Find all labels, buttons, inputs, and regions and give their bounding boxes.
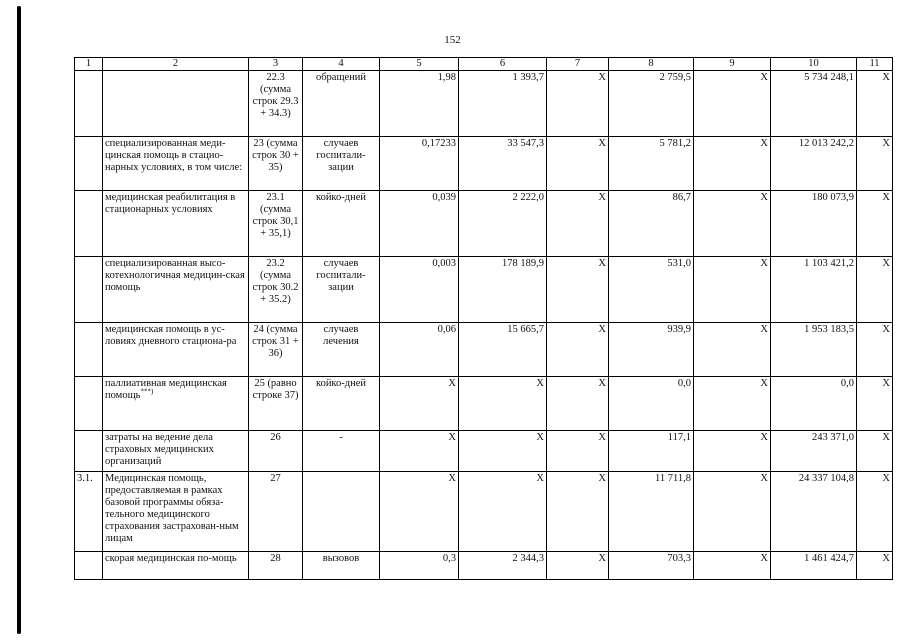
row-line-number: 27	[249, 472, 303, 552]
row-line-number: 22.3 (сумма строк 29.3 + 34.3)	[249, 71, 303, 137]
indicator-name-text: паллиативная медицинская помощь	[105, 378, 227, 401]
row-value-7: X	[547, 472, 609, 552]
row-value-7: X	[547, 71, 609, 137]
row-value-7: X	[547, 191, 609, 257]
column-header: 2	[103, 58, 249, 71]
row-value-11: X	[857, 137, 893, 191]
row-value-7: X	[547, 323, 609, 377]
table-row	[75, 377, 893, 431]
row-indicator-name: скорая медицинская по-мощь	[103, 552, 249, 580]
row-value-6: 178 189,9	[459, 257, 547, 323]
row-value-6: 2 344,3	[459, 552, 547, 580]
row-value-8: 5 781,2	[609, 137, 694, 191]
row-value-8: 86,7	[609, 191, 694, 257]
row-value-10: 0,0	[771, 377, 857, 431]
footnote-marker: ***)	[140, 387, 154, 396]
row-value-6: 33 547,3	[459, 137, 547, 191]
row-unit: случаев лечения	[303, 323, 380, 377]
row-unit: койко-дней	[303, 191, 380, 257]
row-line-number: 23.2 (сумма строк 30.2 + 35.2)	[249, 257, 303, 323]
row-value-9: X	[694, 431, 771, 472]
row-value-8: 703,3	[609, 552, 694, 580]
row-value-5: 1,98	[380, 71, 459, 137]
row-unit: обращений	[303, 71, 380, 137]
data-table	[74, 57, 893, 580]
table-row	[75, 71, 893, 137]
column-header: 11	[857, 58, 893, 71]
row-value-6: 15 665,7	[459, 323, 547, 377]
row-value-10: 1 103 421,2	[771, 257, 857, 323]
row-line-number: 23 (сумма строк 30 + 35)	[249, 137, 303, 191]
row-value-5: X	[380, 377, 459, 431]
column-header: 6	[459, 58, 547, 71]
row-section-number	[75, 137, 103, 191]
row-section-number	[75, 323, 103, 377]
row-value-10: 5 734 248,1	[771, 71, 857, 137]
row-value-10: 1 953 183,5	[771, 323, 857, 377]
row-line-number: 23.1 (сумма строк 30,1 + 35,1)	[249, 191, 303, 257]
row-value-11: X	[857, 191, 893, 257]
row-value-10: 12 013 242,2	[771, 137, 857, 191]
column-header: 4	[303, 58, 380, 71]
row-unit: случаев госпитали-зации	[303, 257, 380, 323]
row-value-5: 0,3	[380, 552, 459, 580]
row-value-6: 1 393,7	[459, 71, 547, 137]
row-value-5: 0,003	[380, 257, 459, 323]
row-value-10: 1 461 424,7	[771, 552, 857, 580]
row-line-number: 25 (равно строке 37)	[249, 377, 303, 431]
row-value-10: 180 073,9	[771, 191, 857, 257]
row-value-11: X	[857, 257, 893, 323]
table-row	[75, 472, 893, 552]
row-value-7: X	[547, 257, 609, 323]
row-unit: -	[303, 431, 380, 472]
table-row	[75, 323, 893, 377]
row-section-number	[75, 191, 103, 257]
row-indicator-name: специализированная высо-котехнологичная медицин-ская помощь	[103, 257, 249, 323]
table-row	[75, 431, 893, 472]
row-section-number	[75, 71, 103, 137]
row-value-7: X	[547, 552, 609, 580]
row-indicator-name: Медицинская помощь, предоставляемая в рамках базовой программы обяза-тельного медицинского страхования застрахован-ным лицам	[103, 472, 249, 552]
binding-edge	[17, 6, 21, 634]
table-row	[75, 137, 893, 191]
row-indicator-name	[103, 377, 249, 431]
row-section-number	[75, 552, 103, 580]
row-value-6: X	[459, 472, 547, 552]
row-value-8: 117,1	[609, 431, 694, 472]
column-header: 5	[380, 58, 459, 71]
row-value-10: 24 337 104,8	[771, 472, 857, 552]
row-line-number: 26	[249, 431, 303, 472]
row-value-8: 531,0	[609, 257, 694, 323]
column-header: 1	[75, 58, 103, 71]
row-value-9: X	[694, 552, 771, 580]
row-value-9: X	[694, 323, 771, 377]
table-header-row	[75, 58, 893, 71]
row-indicator-name: медицинская реабилитация в стационарных условиях	[103, 191, 249, 257]
row-value-11: X	[857, 377, 893, 431]
row-value-6: X	[459, 377, 547, 431]
row-indicator-name	[103, 71, 249, 137]
table-row	[75, 191, 893, 257]
column-header: 3	[249, 58, 303, 71]
column-header: 9	[694, 58, 771, 71]
row-value-9: X	[694, 377, 771, 431]
page-number: 152	[444, 34, 461, 46]
column-header: 10	[771, 58, 857, 71]
row-value-11: X	[857, 323, 893, 377]
row-unit: вызовов	[303, 552, 380, 580]
row-value-11: X	[857, 552, 893, 580]
row-value-7: X	[547, 431, 609, 472]
row-value-7: X	[547, 137, 609, 191]
row-value-6: 2 222,0	[459, 191, 547, 257]
row-value-9: X	[694, 71, 771, 137]
row-unit: случаев госпитали-зации	[303, 137, 380, 191]
row-indicator-name: специализированная меди-цинская помощь в стацио-нарных условиях, в том числе:	[103, 137, 249, 191]
row-unit	[303, 472, 380, 552]
row-value-5: X	[380, 431, 459, 472]
row-unit: койко-дней	[303, 377, 380, 431]
row-value-5: 0,17233	[380, 137, 459, 191]
row-value-11: X	[857, 472, 893, 552]
row-value-9: X	[694, 191, 771, 257]
row-line-number: 28	[249, 552, 303, 580]
row-value-5: 0,06	[380, 323, 459, 377]
row-section-number: 3.1.	[75, 472, 103, 552]
row-indicator-name: затраты на ведение дела страховых медицинских организаций	[103, 431, 249, 472]
row-line-number: 24 (сумма строк 31 + 36)	[249, 323, 303, 377]
table-row	[75, 257, 893, 323]
row-section-number	[75, 431, 103, 472]
row-value-9: X	[694, 257, 771, 323]
table-row	[75, 552, 893, 580]
row-value-9: X	[694, 137, 771, 191]
column-header: 7	[547, 58, 609, 71]
row-value-7: X	[547, 377, 609, 431]
row-indicator-name: медицинская помощь в ус-ловиях дневного стациона-ра	[103, 323, 249, 377]
row-value-8: 11 711,8	[609, 472, 694, 552]
row-section-number	[75, 377, 103, 431]
row-value-8: 0,0	[609, 377, 694, 431]
row-value-8: 2 759,5	[609, 71, 694, 137]
row-section-number	[75, 257, 103, 323]
row-value-10: 243 371,0	[771, 431, 857, 472]
row-value-5: 0,039	[380, 191, 459, 257]
row-value-11: X	[857, 71, 893, 137]
row-value-8: 939,9	[609, 323, 694, 377]
row-value-6: X	[459, 431, 547, 472]
column-header: 8	[609, 58, 694, 71]
row-value-5: X	[380, 472, 459, 552]
row-value-9: X	[694, 472, 771, 552]
row-value-11: X	[857, 431, 893, 472]
